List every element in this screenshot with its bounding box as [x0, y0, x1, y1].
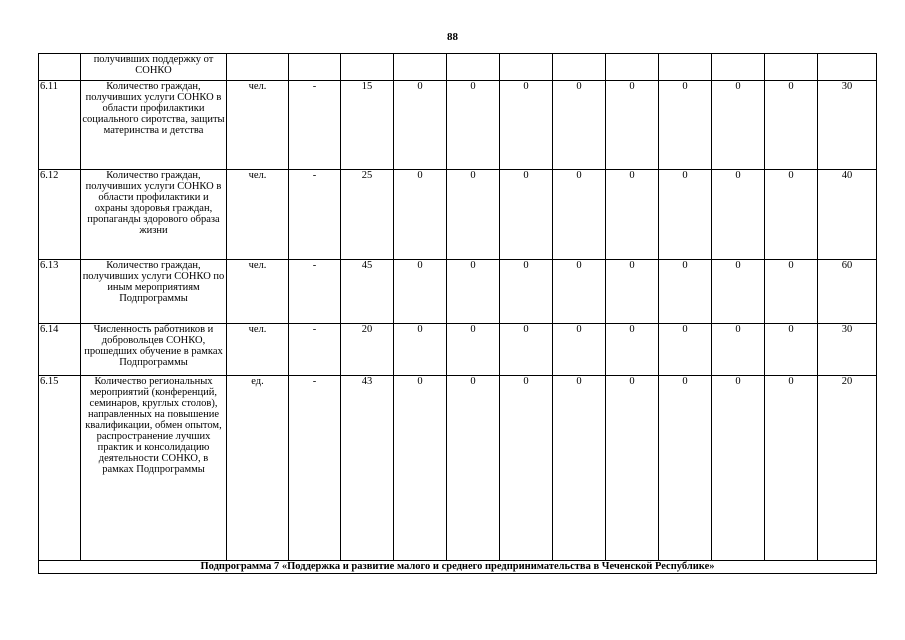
value-cell: 0 [765, 81, 818, 170]
value-cell [712, 54, 765, 81]
indicator-table-body [39, 54, 877, 574]
value-cell [659, 54, 712, 81]
value-cell: 0 [765, 260, 818, 324]
value-cell: 0 [394, 324, 447, 376]
value-cell: 45 [341, 260, 394, 324]
value-cell: 0 [606, 376, 659, 561]
value-cell: 0 [659, 324, 712, 376]
subprogram-title: Подпрограмма 7 «Поддержка и развитие малого и среднего предпринимательства в Чеченской Республике» [39, 561, 877, 574]
value-cell: 0 [500, 170, 553, 260]
value-cell: 0 [765, 170, 818, 260]
value-cell: 0 [394, 376, 447, 561]
value-cell: 0 [659, 376, 712, 561]
value-cell: 0 [712, 81, 765, 170]
base-value-cell: - [289, 324, 341, 376]
row-number-cell: 6.14 [39, 324, 81, 376]
value-cell: 0 [712, 324, 765, 376]
value-cell: 25 [341, 170, 394, 260]
unit-cell: чел. [227, 260, 289, 324]
value-cell [341, 54, 394, 81]
table-row [39, 260, 877, 324]
unit-cell [227, 54, 289, 81]
value-cell [394, 54, 447, 81]
table-row [39, 324, 877, 376]
table-row-continued [39, 54, 877, 81]
row-number-cell: 6.13 [39, 260, 81, 324]
value-cell: 0 [712, 260, 765, 324]
value-cell: 0 [659, 260, 712, 324]
value-cell [447, 54, 500, 81]
indicator-name-cell: Количество региональных мероприятий (конференций, семинаров, круглых столов), направленных на повышение квалификации, обмен опытом, распространение лучших практик и консолидацию деятельности СОНКО, в рамках Подпрограммы [81, 376, 227, 561]
value-cell: 0 [553, 324, 606, 376]
value-cell: 60 [818, 260, 877, 324]
subprogram-header-row [39, 561, 877, 574]
unit-cell: чел. [227, 170, 289, 260]
base-value-cell: - [289, 81, 341, 170]
value-cell: 0 [659, 170, 712, 260]
indicator-name-cell: Численность работников и добровольцев СОНКО, прошедших обучение в рамках Подпрограммы [81, 324, 227, 376]
value-cell: 0 [447, 376, 500, 561]
value-cell [606, 54, 659, 81]
value-cell: 0 [606, 260, 659, 324]
indicator-name-cell: Количество граждан, получивших услуги СОНКО в области профилактики и охраны здоровья граждан, пропаганды здорового образа жизни [81, 170, 227, 260]
value-cell: 0 [500, 81, 553, 170]
value-cell [765, 54, 818, 81]
value-cell [818, 54, 877, 81]
indicator-name-cell: Количество граждан, получивших услуги СОНКО по иным мероприятиям Подпрограммы [81, 260, 227, 324]
row-number-cell: 6.12 [39, 170, 81, 260]
value-cell [500, 54, 553, 81]
value-cell: 20 [818, 376, 877, 561]
value-cell: 0 [606, 81, 659, 170]
value-cell: 0 [394, 260, 447, 324]
value-cell: 0 [447, 81, 500, 170]
value-cell: 0 [712, 376, 765, 561]
table-row [39, 376, 877, 561]
value-cell: 0 [394, 170, 447, 260]
indicator-name-cell: Количество граждан, получивших услуги СОНКО в области профилактики социального сиротства, защиты материнства и детства [81, 81, 227, 170]
row-number-cell: 6.11 [39, 81, 81, 170]
value-cell: 0 [712, 170, 765, 260]
value-cell: 15 [341, 81, 394, 170]
value-cell: 0 [659, 81, 712, 170]
table-row [39, 170, 877, 260]
base-value-cell: - [289, 170, 341, 260]
value-cell: 0 [765, 324, 818, 376]
base-value-cell: - [289, 260, 341, 324]
value-cell: 0 [606, 324, 659, 376]
unit-cell: ед. [227, 376, 289, 561]
value-cell: 0 [447, 170, 500, 260]
value-cell: 0 [553, 81, 606, 170]
page-number: 88 [447, 31, 458, 43]
base-value-cell [289, 54, 341, 81]
unit-cell: чел. [227, 324, 289, 376]
indicator-table [38, 53, 877, 574]
value-cell [553, 54, 606, 81]
value-cell: 0 [765, 376, 818, 561]
value-cell: 30 [818, 81, 877, 170]
value-cell: 0 [553, 260, 606, 324]
row-number-cell: 6.15 [39, 376, 81, 561]
unit-cell: чел. [227, 81, 289, 170]
value-cell: 0 [500, 376, 553, 561]
value-cell: 0 [500, 324, 553, 376]
value-cell: 0 [447, 324, 500, 376]
base-value-cell: - [289, 376, 341, 561]
value-cell: 0 [394, 81, 447, 170]
row-number-cell [39, 54, 81, 81]
value-cell: 0 [500, 260, 553, 324]
value-cell: 0 [553, 376, 606, 561]
table-row [39, 81, 877, 170]
value-cell: 0 [606, 170, 659, 260]
indicator-name-cell: получивших поддержку от СОНКО [81, 54, 227, 81]
value-cell: 30 [818, 324, 877, 376]
value-cell: 20 [341, 324, 394, 376]
value-cell: 40 [818, 170, 877, 260]
value-cell: 0 [553, 170, 606, 260]
value-cell: 0 [447, 260, 500, 324]
value-cell: 43 [341, 376, 394, 561]
